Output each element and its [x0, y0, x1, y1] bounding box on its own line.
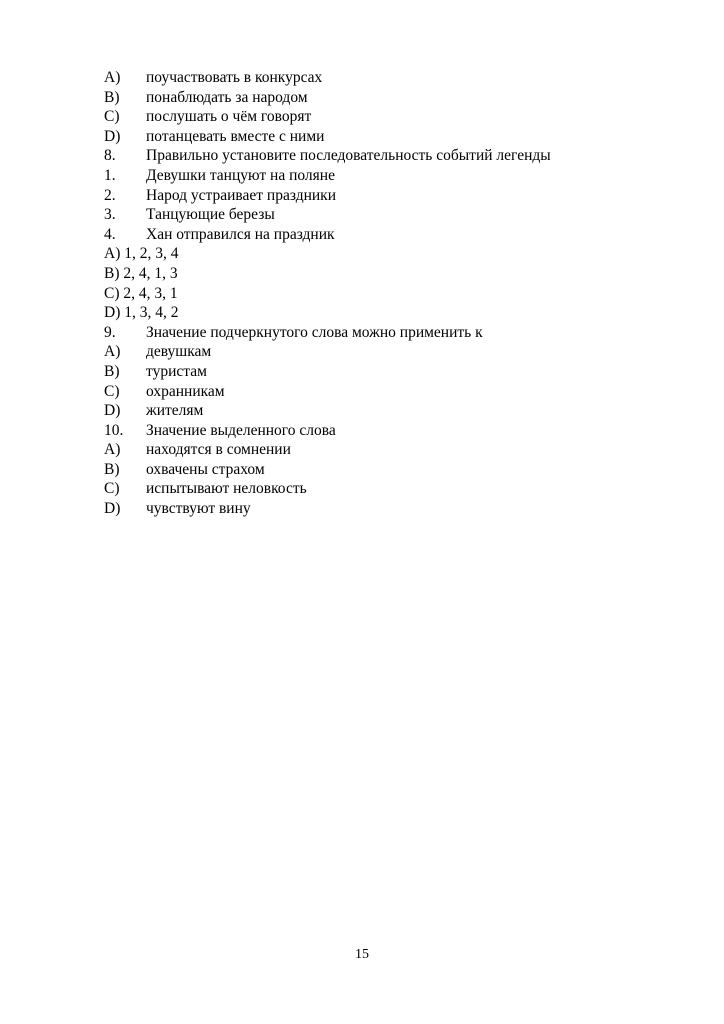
option-text: C) 2, 4, 3, 1 — [104, 284, 178, 302]
item-text: Танцующие березы — [146, 206, 275, 224]
option-text: охранникам — [146, 382, 225, 400]
question-number: 10. — [104, 421, 124, 439]
item-number: 2. — [104, 186, 116, 204]
answer-option-9a — [104, 342, 624, 362]
option-label: C) — [104, 480, 120, 498]
answer-option-10d — [104, 499, 624, 519]
answer-option-7c — [104, 107, 624, 127]
option-text: чувствуют вину — [146, 500, 251, 518]
option-label: B) — [104, 460, 120, 478]
sequence-item-4 — [104, 225, 624, 245]
item-text: Народ устраивает праздники — [146, 186, 336, 204]
option-text: поучаствовать в конкурсах — [146, 69, 323, 86]
option-text: жителям — [146, 402, 204, 420]
option-text: послушать о чём говорят — [146, 108, 312, 126]
option-text: охвачены страхом — [146, 460, 265, 478]
answer-option-10b — [104, 460, 624, 480]
answer-option-9c — [104, 382, 624, 402]
option-label: D) — [104, 500, 121, 518]
option-text: девушкам — [146, 343, 212, 361]
question-list — [104, 68, 624, 519]
question-text: Значение подчеркнутого слова можно применить к — [146, 323, 483, 341]
answer-option-10c — [104, 479, 624, 499]
item-number: 1. — [104, 166, 116, 184]
option-label: C) — [104, 382, 120, 400]
answer-option-8d — [104, 303, 624, 323]
option-text: A) 1, 2, 3, 4 — [104, 245, 179, 263]
sequence-item-2 — [104, 186, 624, 206]
option-text: туристам — [146, 362, 207, 380]
option-text: находятся в сомнении — [146, 441, 291, 459]
question-9 — [104, 323, 624, 343]
item-text: Хан отправился на праздник — [146, 225, 335, 243]
answer-option-8a — [104, 244, 624, 264]
option-label: A) — [104, 441, 121, 459]
option-label: A) — [104, 69, 121, 86]
option-text: испытывают неловкость — [146, 480, 307, 498]
answer-option-7b — [104, 88, 624, 108]
answer-option-8c — [104, 284, 624, 304]
option-text: B) 2, 4, 1, 3 — [104, 264, 178, 282]
item-text: Девушки танцуют на поляне — [146, 166, 335, 184]
question-8 — [104, 146, 624, 166]
answer-option-9d — [104, 401, 624, 421]
option-label: C) — [104, 108, 120, 126]
option-label: D) — [104, 402, 121, 420]
option-label: B) — [104, 88, 120, 106]
page-number: 15 — [355, 947, 369, 962]
option-text: понаблюдать за народом — [146, 88, 308, 106]
answer-option-8b — [104, 264, 624, 284]
answer-option-10a — [104, 440, 624, 460]
sequence-item-1 — [104, 166, 624, 186]
answer-option-7d — [104, 127, 624, 147]
option-label: D) — [104, 127, 121, 145]
answer-option-7a — [104, 68, 624, 88]
question-10 — [104, 421, 624, 441]
question-text: Правильно установите последовательность событий легенды — [146, 147, 551, 165]
option-label: B) — [104, 362, 120, 380]
item-number: 4. — [104, 225, 116, 243]
option-text: D) 1, 3, 4, 2 — [104, 304, 179, 322]
item-number: 3. — [104, 206, 116, 224]
option-text: потанцевать вместе с ними — [146, 127, 325, 145]
question-text: Значение выделенного слова — [146, 421, 336, 439]
sequence-item-3 — [104, 205, 624, 225]
question-number: 8. — [104, 147, 116, 165]
question-number: 9. — [104, 323, 116, 341]
answer-option-9b — [104, 362, 624, 382]
option-label: A) — [104, 343, 121, 361]
